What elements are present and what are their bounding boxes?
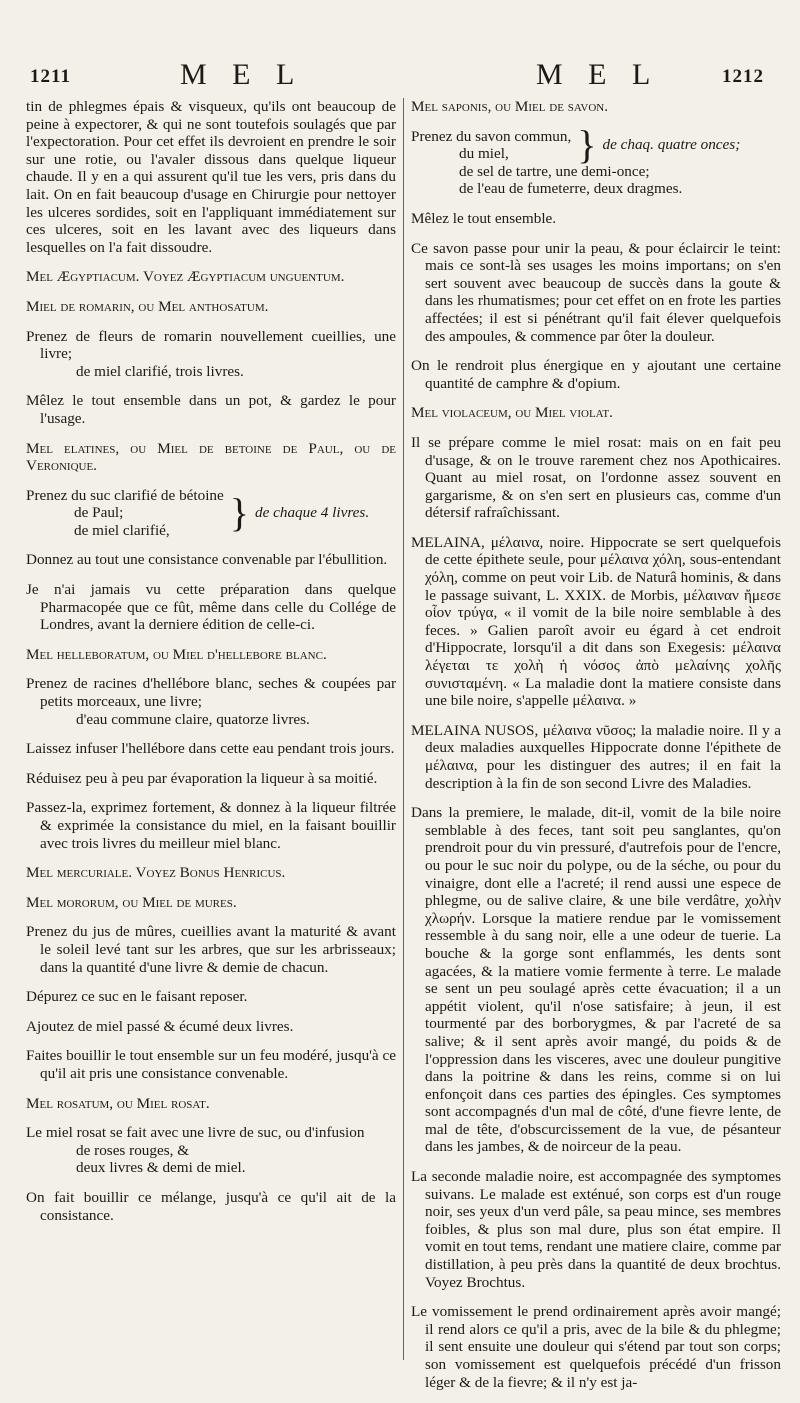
paragraph: On le rendroit plus énergique en y ajoutant une certaine quantité de camphre & d'opium.: [411, 357, 781, 392]
paragraph: On fait bouillir ce mélange, jusqu'à ce qu'il ait de la consistance.: [26, 1188, 396, 1224]
paragraph: Dans la premiere, le malade, dit-il, vomit de la bile noire semblable à des feces, tant soit peu sanglantes, qu'on prendroit pour du vin pressuré, d'autrefois pour de l'encre, ou pour le suc noir du polype, ou de la séche, ou pour du vinaigre, dont elle a l'acreté; il rend aussi une espece de phlegme, ou de salive claire, & une bile verdâtre, χολὴν χλωρήν. Lorsque la matiere rendue par le vomissement ressemble à du sang noir, elle a une odeur de tuerie. La bouche & la gorge sont enflammés, les dents sont agacées, & la matiere vomie fermente à terre. Le malade se sent un peu soulagé après cette évacuation; il a un appétit violent, qu'il n'ose satisfaire; à jeun, il est tourmenté par des borborygmes, & par l'acreté de sa salive; & il sent après avoir mangé, du poids & de l'oppression dans les visceres, avec une douleur pungitive dans la poitrine & dans les reins, comme si on lui enfonçoit dans ces parties des épingles. Ces symptomes sont accompagnés d'un mal de côté, d'une fievre lente, de mal de tête, d'obscurcissement de la vue, de pésanteur dans les jambes, & de noirceur de la peau.: [411, 804, 781, 1156]
recipe-line: Prenez de racines d'hellébore blanc, seches & coupées par petits morceaux, une livre;: [26, 675, 396, 711]
entry-melaina: MELAINA, μέλαινα, noire. Hippocrate se sert quelquefois de cette épithete seule, pour μέλαινα χόλη, sous-entendant χόλη, comme on peut voir Lib. de Naturâ hominis, & dans le passage suivant, L. XXIX. de Morbis, μέλαιναν ἤμεσε οἷον τρύγα, « il vomit de la bile noire semblable à des feces. » Galien paroît avoir eu égard à cet endroit d'Hippocrate, lorsqu'il a dit dans son Exegesis: μέλαινα λέγεται τε χολὴ ἡ νόσος ἀπὸ μελαίνης χολῆς συνισταμένη. « La maladie dont la matiere consiste dans une bile noire, s'appelle μέλαινα. »: [411, 533, 781, 710]
paragraph: Mêlez le tout ensemble.: [411, 209, 557, 227]
brace-glyph: }: [229, 490, 249, 536]
recipe-quantity: de chaq. quatre onces;: [602, 136, 741, 154]
entry-heading: Mel mercuriale. Voyez Bonus Henricus.: [26, 864, 286, 882]
recipe-line: de roses rouges, &: [76, 1141, 190, 1159]
left-running-title: M E L: [180, 58, 304, 91]
recipe-line: Prenez de fleurs de romarin nouvellement cueillies, une livre;: [26, 327, 396, 363]
entry-heading: Miel de romarin, ou Mel anthosatum.: [26, 297, 269, 315]
recipe: [26, 328, 396, 381]
recipe: [26, 675, 396, 728]
paragraph: Il se prépare comme le miel rosat: mais on en fait peu d'usage, & on le trouve rarement chez nos Apothicaires. Quant au miel rosat, on l'ordonne assez souvent en gargarisme, & on s'en sert en plusieurs cas, comme d'un détersif rafraîchissant.: [411, 433, 781, 522]
entry-melaina-nusos: MELAINA NUSOS, μέλαινα νῦσος; la maladie noire. Il y a deux maladies auxquelles Hippocrate donne l'épithete de μέλαινα, pour les distinguer des autres; il en fait la description à la fin de son second Livre des Maladies.: [411, 721, 781, 792]
recipe-line: Prenez du savon commun,: [411, 127, 572, 145]
recipe-line: deux livres & demi de miel.: [76, 1159, 246, 1177]
column-divider: [403, 98, 404, 1360]
recipe-line: de l'eau de fumeterre, deux dragmes.: [459, 180, 683, 198]
paragraph: Réduisez peu à peu par évaporation la liqueur à sa moitié.: [26, 769, 378, 787]
paragraph: Je n'ai jamais vu cette préparation dans quelque Pharmacopée que ce fût, même dans celle du Collége de Londres, avant la derniere édition de celle-ci.: [26, 581, 396, 634]
recipe-line: de miel clarifié, trois livres.: [76, 362, 244, 380]
recipe-line: d'eau commune claire, quatorze livres.: [76, 710, 310, 728]
paragraph: Ajoutez de miel passé & écumé deux livres.: [26, 1017, 294, 1035]
paragraph: Le vomissement le prend ordinairement après avoir mangé; il rend alors ce qu'il a pris, avec de la bile & du phlegme; il sent ensuite une douleur qui s'étend par tout son corps; son vomissement est quelquefois précédé d'un frisson léger & de la fievre; & il n'y est ja-: [411, 1303, 781, 1391]
right-column: [411, 98, 781, 1403]
paragraph: La seconde maladie noire, est accompagnée des symptomes suivans. Le malade est exténué, son corps est d'un rouge noir, ses yeux d'un verd pâle, sa peau mince, ses membres foibles, & plus son mal dure, plus son état empire. Il vomit en tout tems, rendant une matiere claire, comme par distillation, à peu près dans la quantité de deux brochtus. Voyez Brochtus.: [411, 1168, 781, 1291]
recipe: [26, 1124, 396, 1177]
paragraph: Mêlez le tout ensemble dans un pot, & gardez le pour l'usage.: [26, 392, 396, 427]
paragraph: Donnez au tout une consistance convenable par l'ébullition.: [26, 551, 388, 569]
recipe-line: Prenez du suc clarifié de bétoine: [26, 486, 224, 504]
paragraph: Ce savon passe pour unir la peau, & pour éclaircir le teint: mais ce sont-là ses usages les moins importans; on s'en sert souvent avec beaucoup de succès dans la goute & dans les rhumatismes; pour cet effet on en frote les parties affectées; il est si pénétrant qu'il fait élever quelquefois des ampoules, & commence par ôter la douleur.: [411, 239, 781, 345]
entry-heading: Mel rosatum, ou Miel rosat.: [26, 1094, 210, 1112]
paragraph: Dépurez ce suc en le faisant reposer.: [26, 988, 248, 1006]
recipe-line: Le miel rosat se fait avec une livre de suc, ou d'infusion: [26, 1124, 365, 1142]
entry-heading: Mel violaceum, ou Miel violat.: [411, 404, 613, 422]
entry-heading: Mel saponis, ou Miel de savon.: [411, 98, 608, 115]
recipe: [26, 487, 396, 540]
entry-heading: Mel elatines, ou Miel de betoine de Paul, ou de Veronique.: [26, 439, 396, 475]
recipe: Prenez du jus de mûres, cueillies avant la maturité & avant le soleil levé tant sur les arbres, que sur les arbrisseaux; dans la quantité d'une livre & demie de chacun.: [26, 923, 396, 976]
entry-heading: Mel helleboratum, ou Miel d'hellebore blanc.: [26, 645, 327, 663]
recipe: [411, 122, 781, 198]
entry-heading: Mel Ægyptiacum. Voyez Ægyptiacum unguentum.: [26, 268, 345, 286]
running-header: [0, 58, 800, 96]
recipe-quantity: de chaque 4 livres.: [254, 504, 370, 522]
brace-glyph: }: [577, 122, 597, 168]
paragraph: Laissez infuser l'hellébore dans cette eau pendant trois jours.: [26, 740, 395, 758]
paragraph: Faites bouillir le tout ensemble sur un feu modéré, jusqu'à ce qu'il ait pris une consistance convenable.: [26, 1047, 396, 1082]
right-running-title: M E L: [536, 58, 660, 91]
recipe-line: du miel,: [459, 145, 509, 163]
recipe-line: de miel clarifié,: [74, 521, 170, 539]
recipe-line: de sel de tartre, une demi-once;: [459, 162, 650, 180]
right-page-number: 1212: [722, 66, 764, 87]
paragraph: tin de phlegmes épais & visqueux, qu'ils ont beaucoup de peine à expectorer, & qui ne sont toutefois soulagés que par l'expectoration. Pour cet effet ils devroient en prendre le soir sur une rotie, ou l'avaler dissous dans quelque liqueur chaude. Il y en a qui assurent qu'il tue les vers, pris dans du lait. On en fait beaucoup d'usage en Chirurgie pour nettoyer les ulceres sordides, soit en l'appliquant immédiatement sur ces ulceres, soit en les lavant avec des liqueurs dans lesquelles on l'a fait dissoudre.: [26, 98, 396, 256]
left-page-number: 1211: [30, 66, 71, 87]
recipe-line: de Paul;: [74, 504, 124, 522]
paragraph: Passez-la, exprimez fortement, & donnez à la liqueur filtrée & exprimée la consistance du miel, en la faisant bouillir avec trois livres du meilleur miel blanc.: [26, 799, 396, 852]
entry-heading: Mel mororum, ou Miel de mures.: [26, 893, 237, 911]
left-column: [26, 98, 396, 1236]
